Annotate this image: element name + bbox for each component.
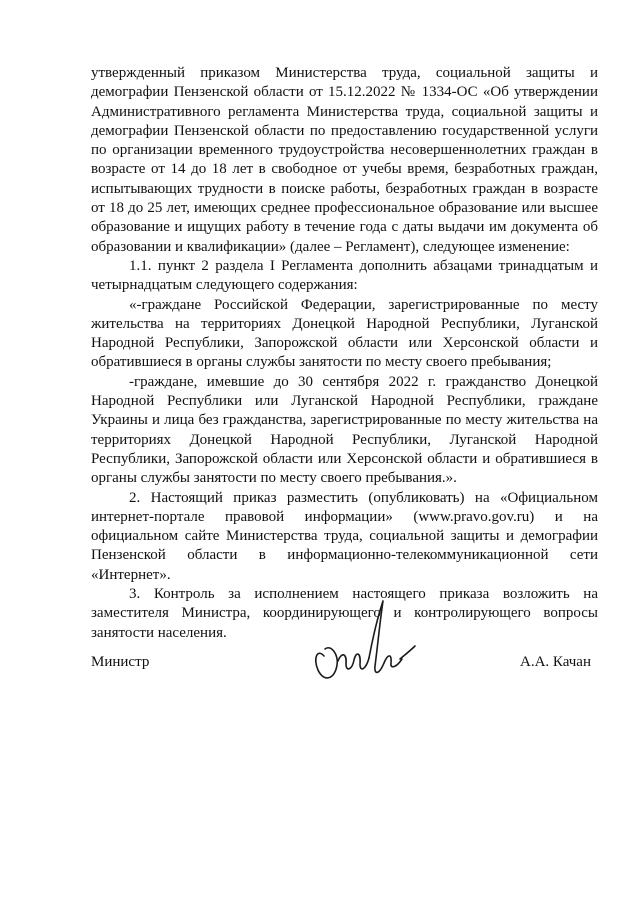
paragraph-quote-1: «-граждане Российской Федерации, зарегистрированные по месту жительства на территориях Донецкой Народной Республики, Луганской Народной Республики, Запорожской области или Херсонской области и обратившиеся в органы службы занятости по месту своего пребывания; — [91, 296, 598, 371]
paragraph-item-1-1: 1.1. пункт 2 раздела I Регламента дополнить абзацами тринадцатым и четырнадцатым следующего содержания: — [91, 257, 598, 294]
paragraph-item-3: 3. Контроль за исполнением настоящего приказа возложить на заместителя Министра, координирующего и контролирующего вопросы занятости населения. — [91, 586, 598, 641]
signatory-title: Министр — [91, 654, 150, 670]
document-body — [91, 64, 598, 643]
paragraph-intro: утвержденный приказом Министерства труда, социальной защиты и демографии Пензенской области от 15.12.2022 № 1334-ОС «Об утверждении Административного регламента Министерства труда, социальной защиты и демографии Пензенской области по предоставлению государственной услуги по организации временного трудоустройства несовершеннолетних граждан в возрасте от 14 до 18 лет в свободное от учебы время, безработных граждан, испытывающих трудности в поиске работы, безработных граждан в возрасте от 18 до 25 лет, имеющих среднее профессиональное образование или высшее образование и ищущих работу в течение года с даты выдачи им документа об образовании и квалификации» (далее – Регламент), следующее изменение: — [91, 65, 598, 255]
paragraph-item-2: 2. Настоящий приказ разместить (опубликовать) на «Официальном интернет-портале правовой информации» (www.pravo.gov.ru) и на официальном сайте Министерства труда, социальной защиты и демографии Пензенской области в информационно-телекоммуникационной сети «Интернет». — [91, 489, 598, 583]
signatory-name: А.А. Качан — [519, 654, 591, 670]
signature-block — [91, 652, 598, 674]
paragraph-quote-2: -граждане, имевшие до 30 сентября 2022 г. гражданство Донецкой Народной Республики или Луганской Народной Республики, граждане Украины и лица без гражданства, зарегистрированные по месту жительства на территориях Донецкой Народной Республики, Луганской Народной Республики, Запорожской области или Херсонской области и обратившиеся в органы службы занятости по месту своего пребывания.». — [91, 373, 598, 487]
